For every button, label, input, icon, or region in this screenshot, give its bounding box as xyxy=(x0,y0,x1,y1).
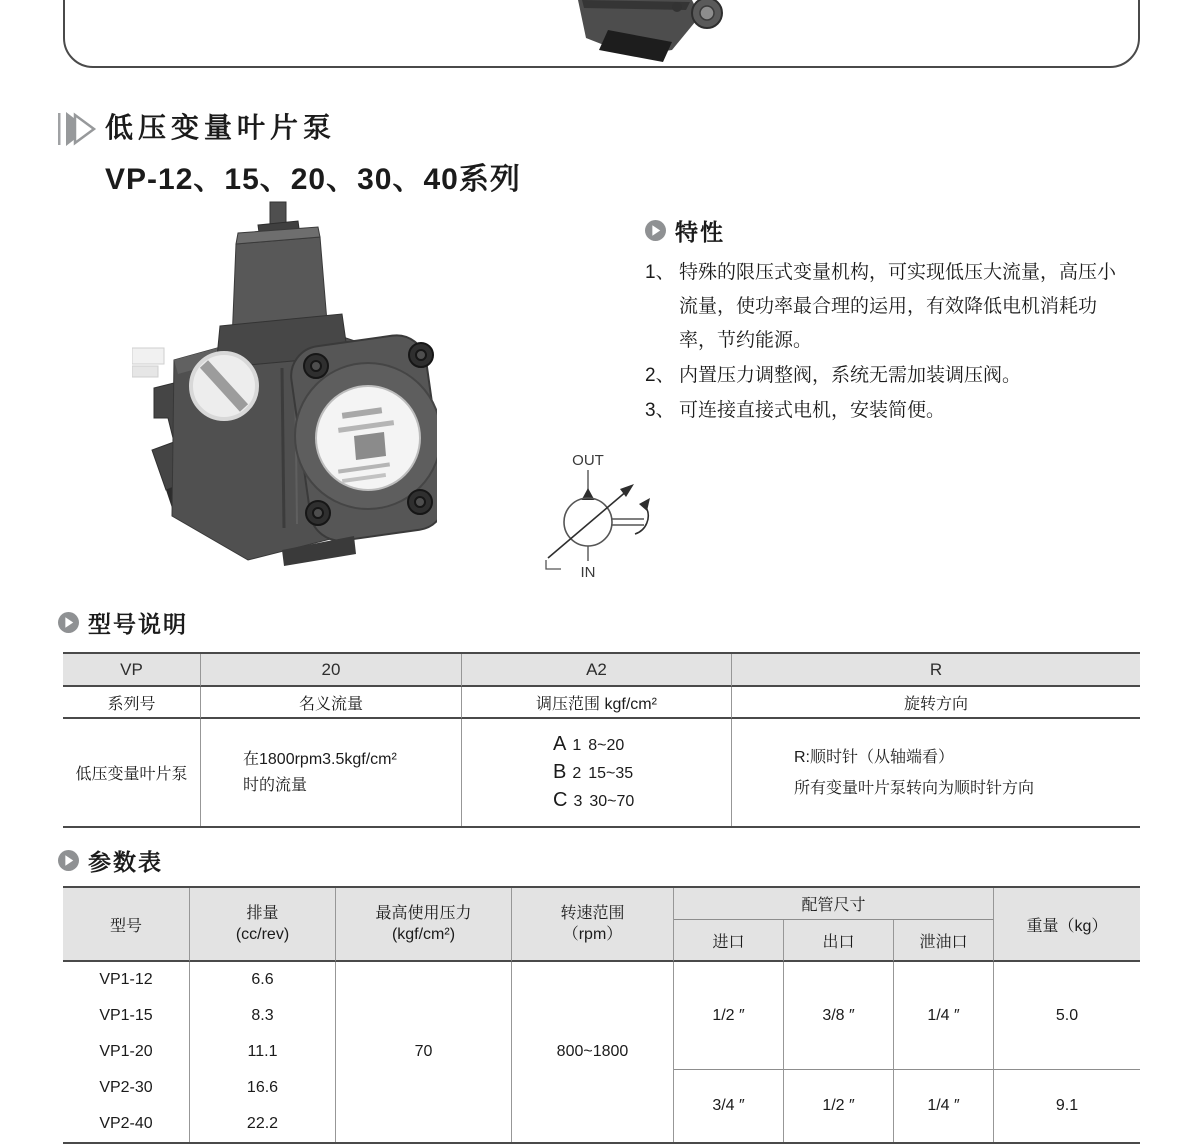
col-header-pipe-size: 配管尺寸 xyxy=(674,888,994,920)
double-arrow-icon xyxy=(58,110,104,148)
col-header-speed: 转速范围 （rpm） xyxy=(512,888,674,962)
rotation-line: R:顺时针（从轴端看） xyxy=(794,748,955,766)
rotation-line: 所有变量叶片泵转向为顺时针方向 xyxy=(794,779,1035,797)
item-text: 可连接直接式电机，安装简便。 xyxy=(679,400,946,421)
displacement-value: 6.6 xyxy=(251,971,274,988)
outlet-size-cell: 1/2 ″ xyxy=(784,1070,894,1142)
product-name: 低压变量叶片泵 xyxy=(105,112,337,143)
item-text: 特殊的限压式变量机构，可实现低压大流量，高压小流量，使功率最合理的运用，有效降低电机消耗功率，节约能源。 xyxy=(679,262,1117,351)
nominal-flow-cell xyxy=(201,719,462,826)
model-code-table xyxy=(63,652,1140,828)
item-number: 1、 xyxy=(645,262,675,283)
pressure-option: B 2 15~35 xyxy=(553,760,634,783)
code-label-cell: 旋转方向 xyxy=(732,687,1140,719)
displacement-value: 11.1 xyxy=(247,1043,278,1060)
series-name: VP-12、15、20、30、40系列 xyxy=(105,163,521,196)
list-item xyxy=(645,256,1150,358)
item-text: 内置压力调整阀，系统无需加装调压阀。 xyxy=(679,365,1022,386)
page-title xyxy=(105,106,521,198)
pressure-option: C 3 30~70 xyxy=(553,788,635,811)
model-name: VP1-15 xyxy=(99,1007,153,1024)
section-bullet-icon xyxy=(58,850,79,871)
col-header-weight: 重量（kg） xyxy=(994,888,1140,962)
displacement-value: 22.2 xyxy=(246,1115,279,1132)
code-cell: 20 xyxy=(201,654,462,687)
symbol-in-label: IN xyxy=(580,564,596,580)
pump-photo xyxy=(132,198,437,566)
symbol-out-label: OUT xyxy=(572,452,604,469)
features-heading: 特性 xyxy=(675,219,725,245)
flow-line: 时的流量 xyxy=(243,776,308,794)
col-header-displacement: 排量 (cc/rev) xyxy=(190,888,336,962)
weight-cell: 9.1 xyxy=(1055,1097,1079,1114)
hydraulic-pump-symbol xyxy=(518,448,678,580)
series-name-cell: 低压变量叶片泵 xyxy=(63,719,201,826)
section-bullet-icon xyxy=(58,612,79,633)
features-list xyxy=(645,256,1150,428)
code-label-cell: 系列号 xyxy=(63,687,201,719)
list-item xyxy=(645,394,1150,428)
spec-section-heading xyxy=(58,844,163,877)
item-number: 2、 xyxy=(645,365,675,386)
spec-heading: 参数表 xyxy=(88,849,163,875)
pressure-option: A 1 8~20 xyxy=(553,732,625,755)
col-header-drain: 泄油口 xyxy=(894,920,994,962)
speed-range-cell: 800~1800 xyxy=(512,962,674,1142)
col-header-pressure: 最高使用压力 (kgf/cm²) xyxy=(336,888,512,962)
flow-line: 在1800rpm3.5kgf/cm² xyxy=(243,750,397,768)
outlet-size-cell: 3/8 ″ xyxy=(784,962,894,1070)
pressure-range-cell xyxy=(462,719,732,826)
col-header-model: 型号 xyxy=(63,888,190,962)
model-name: VP2-30 xyxy=(99,1079,153,1096)
col-header-outlet: 出口 xyxy=(784,920,894,962)
model-list-cell xyxy=(63,962,190,1142)
model-name: VP2-40 xyxy=(99,1115,153,1132)
inlet-size-cell: 3/4 ″ xyxy=(674,1070,784,1142)
code-label-cell: 名义流量 xyxy=(201,687,462,719)
code-cell: VP xyxy=(63,654,201,687)
model-name: VP1-12 xyxy=(99,971,153,988)
displacement-value: 8.3 xyxy=(251,1007,274,1024)
inlet-size-cell: 1/2 ″ xyxy=(674,962,784,1070)
rotation-cell xyxy=(732,719,1140,826)
displacement-value: 16.6 xyxy=(246,1079,279,1096)
model-code-section-heading xyxy=(58,606,188,639)
model-code-heading: 型号说明 xyxy=(88,611,188,637)
col-header-inlet: 进口 xyxy=(674,920,784,962)
list-item xyxy=(645,359,1150,393)
code-cell: A2 xyxy=(462,654,732,687)
model-name: VP1-20 xyxy=(99,1043,153,1060)
displacement-list-cell xyxy=(190,962,336,1142)
weight-cell: 5.0 xyxy=(994,962,1140,1070)
top-photo-frame xyxy=(63,0,1140,68)
pump-photo-partial xyxy=(520,0,755,62)
max-pressure-cell: 70 xyxy=(336,962,512,1142)
features-section xyxy=(645,214,1150,429)
drain-size-cell: 1/4 ″ xyxy=(894,962,994,1070)
item-number: 3、 xyxy=(645,400,675,421)
drain-size-cell: 1/4 ″ xyxy=(894,1070,994,1142)
section-bullet-icon xyxy=(645,220,666,241)
code-cell: R xyxy=(732,654,1140,687)
spec-table xyxy=(63,886,1140,1144)
code-label-cell: 调压范围 kgf/cm² xyxy=(462,687,732,719)
